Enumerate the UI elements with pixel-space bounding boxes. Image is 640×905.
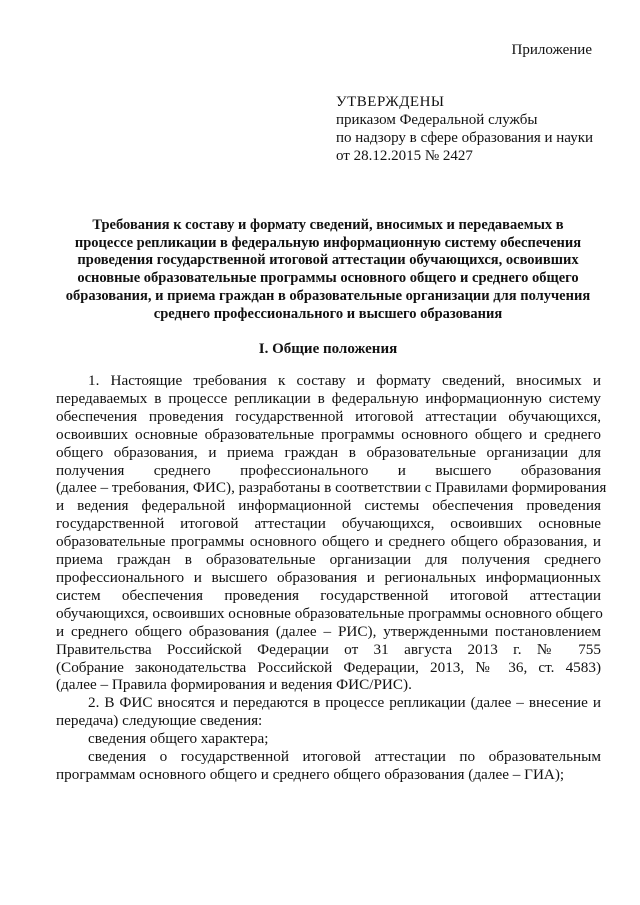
paragraph-1-line: 1. Настоящие требования к составу и формату сведений, вносимых и [88, 372, 601, 389]
paragraph-1-line: и ведения федеральной информационной системы обеспечения проведения [56, 497, 601, 515]
title-line: Требования к составу и формату сведений, вносимых и передаваемых в [92, 217, 564, 233]
paragraph-1-line: образовательные программы основного общего и среднего общего образования, и [56, 533, 601, 551]
paragraph-1-line: освоивших основные образовательные программы основного общего и среднего [56, 425, 601, 443]
paragraph-1-last-line: (далее – Правила формирования и ведения ФИС/РИС). [56, 676, 412, 694]
paragraph-1-line: получения среднего профессионального и высшего образования [56, 461, 601, 479]
paragraph-1-line: общего образования, и приема граждан в образовательные организации для [56, 443, 601, 461]
paragraph-1-line: приема граждан в образовательные организации для получения среднего [56, 551, 601, 569]
section-heading: I. Общие положения [258, 341, 398, 357]
list-item-gia-info-end: программам основного общего и среднего общего образования (далее – ГИА); [56, 765, 565, 783]
paragraph-1-line: государственной итоговой аттестации обучающихся, освоивших основные [56, 515, 601, 533]
list-item-general-info: сведения общего характера; [88, 730, 269, 748]
title-line: основные образовательные программы основного общего и среднего общего [77, 270, 579, 287]
paragraph-1-line: передаваемых в процессе репликации в федеральную информационную систему [56, 389, 601, 407]
paragraph-1-line: Правительства Российской Федерации от 31 августа 2013 г. № 755 [56, 640, 601, 658]
approval-line: приказом Федеральной службы [336, 112, 538, 128]
approval-heading: УТВЕРЖДЕНЫ [336, 94, 445, 110]
paragraph-1-line: обучающихся, освоивших основные образовательные программы основного общего [56, 604, 603, 622]
paragraph-1-line: профессионального и высшего образования и региональных информационных [56, 568, 601, 586]
appendix-label: Приложение [511, 42, 592, 58]
paragraph-2-line: 2. В ФИС вносятся и передаются в процессе репликации (далее – внесение и [88, 694, 601, 712]
title-line: процессе репликации в федеральную информационную систему обеспечения [74, 234, 582, 251]
body-text [56, 372, 607, 784]
paragraph-2-last-line: передача) следующие сведения: [56, 712, 263, 730]
document-title [50, 217, 606, 323]
paragraph-1-line: (Собрание законодательства Российской Федерации, 2013, № 36, ст. 4583) [56, 658, 601, 676]
list-item-gia-info: сведения о государственной итоговой аттестации по образовательным [88, 748, 601, 766]
title-line: образования, и приема граждан в образовательные организации для получения [65, 287, 591, 304]
title-line: среднего профессионального и высшего образования [153, 305, 503, 322]
title-line: проведения государственной итоговой аттестации обучающихся, освоивших [77, 252, 579, 269]
paragraph-1-line: систем обеспечения проведения государственной итоговой аттестации [56, 586, 601, 604]
paragraph-1-line: обеспечения проведения государственной итоговой аттестации обучающихся, [56, 407, 601, 425]
approval-line: по надзору в сфере образования и науки [336, 130, 594, 146]
approval-date-line: от 28.12.2015 № 2427 [336, 148, 473, 164]
paragraph-1-line: (далее – требования, ФИС), разработаны в соответствии с Правилами формирования [56, 479, 607, 497]
approval-block [336, 93, 593, 165]
paragraph-1-line: и среднего общего образования (далее – РИС), утвержденными постановлением [56, 622, 601, 640]
